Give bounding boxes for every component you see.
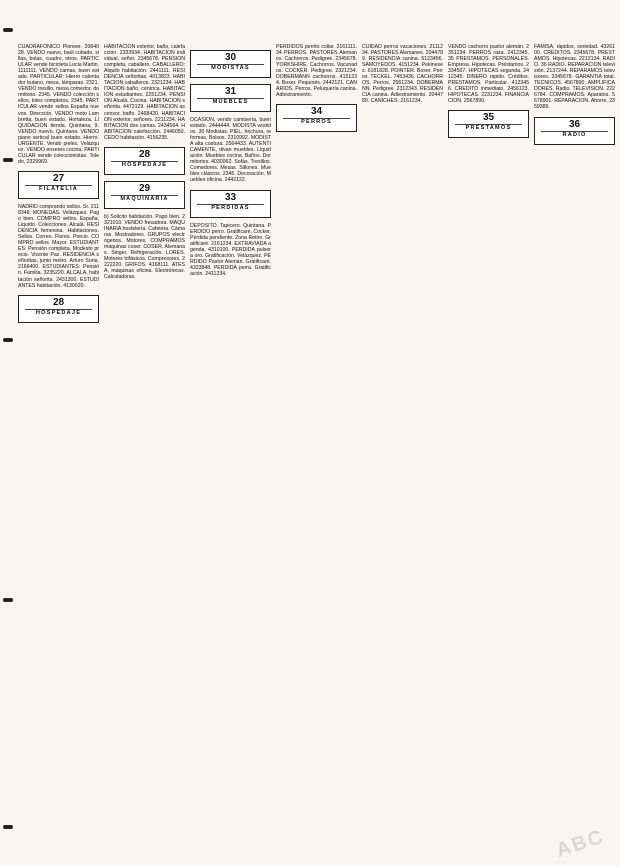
section-number: 36: [568, 118, 581, 130]
section-label: HOSPEDAJE: [25, 309, 92, 317]
section-header-radio: [534, 117, 615, 145]
margin-mark: [3, 598, 13, 602]
section-label: PRESTAMOS: [455, 124, 522, 132]
margin-mark: [3, 28, 13, 32]
column-1: [18, 44, 99, 856]
margin-mark: [3, 338, 13, 342]
column-text: OCASION, vendo camisería, buen estado. 2444444. MODISTA vestidos. 30 Modistas. PIEL, hechura, reformas. Bolsos. 2310992. MODISTA alta costura. 2564433. AUTENTICAMENTE, divan muebles. Liquidación. Muebles cocina. Baños. Dormitorios. 4030062. Sofás. Tresillos. Comedores. Mesas. Sillones. Muebles clásicos. 2345. Decoración. Muebles oficina. 2442122.: [190, 117, 271, 184]
section-header-muebles: [190, 84, 271, 112]
section-number: 27: [52, 172, 65, 184]
column-text: NADRID comprando sellos. Sr. 2118348. MONEDAS. Velázquez. Pago bien. COMPRO sellos. España. Liquido. Colecciones. Alcalá. RESIDENCIA femenina. Habitaciones. Sellos. Correo. Flores. Precio. COMPRO sellos. Mayor. ESTUDIANTES: Pensión completa. Modesto precio. Vicente Paz. RESIDENCIA señoritas, junto metro. Arturo Soria. 2166400. ESTUDIANTES: Pensión. Familia. 3235220. ALCALA, habitación señorita. 2431300. ESTUDIANTES habitación. 4130020.: [18, 203, 99, 289]
section-header-perros: [276, 104, 357, 132]
column-text: VENDO cachorro pastor alemán. 2351234. PERROS raza. 2412345. 35 PRESTAMOS. PERSONALES. Empresa. Hipotecas. Préstamos. 2334567. HIPOTECAS segunda. 2412345. DINERO rápido. Créditos. PRESTAMOS. Particular. 4123456. CREDITO inmediato. 2456123. HIPOTECAS. 2231234. FINANCIACION. 2567890.: [448, 44, 529, 105]
column-text: HABITACION exterior, baño, calefacción. 2333934. HABITACION individual, señor. 2345678. PENSION completa, caballero. CABALLERO: Alquilo habitación. 2441111. RESIDENCIA señoritas. 4013823. HABITACION caballeros. 2321234. HABITACION baño, céntrica. HABITACION estudiantes. 2251234. PENSION Alcalá. Cocina. HABITACION señorita. 4472129. HABITACION ascensor, baño. 2468420. HABITACION exterior, señores. 2211234. HABITACION dos camas. 2434564. HABITACION calefacción. 2446050. CEDO habitación. 4156235.: [104, 44, 185, 141]
section-label: MAQUINARIA: [111, 195, 178, 203]
column-text: b) Solicito habitación. Pago bien. 2321010. VENDO fresadora. MAQUINARIA hostelería. Cafetera. Cámaras. Mostradores. GRUPOS electrógenos. Motores. COMPRAMOS máquinas coser. COSER. Alemanas. Singer. Refrigeración. LORES. Motores trifásicos. Compresores. 2222220. GRIFOS. 4168111. ATESA, máquinas oficina. Electrónicas. Calculadoras.: [104, 213, 185, 281]
column-3: [190, 44, 271, 856]
column-4: [276, 44, 357, 856]
section-number: 28: [52, 296, 65, 308]
section-number: 28: [138, 148, 151, 160]
column-text: DEPOSITO. Tapicero. Quintana. PERDIDO perro. Gratificaré. Cocker. Pérdida pendiente. Zona Retiro. Gratificaré. 2161234. EXTRAVIADA agenda. 4310100. PERDIDA pulsera oro. Gratificación. Velázquez. PERDIDO Pastor Alemán. Gratificaré. 4323848. PERDIDA perra. Gratificación. 2411234.: [190, 222, 271, 277]
column-text: PERDIDOS perrito collar. 2161111. 34 PERROS. PASTORES Alemanes. Cachorros. Pedigree. 2345678. YORKSHIRE. Cachorros. Vacunados. COCKER. Pedigree. 2321234. DOBERMANN cachorros. 4151234. Boxer. Pequinés. 2442121. CANARIOS. Perros. Peluquería canina. Adiestramiento.: [276, 44, 357, 99]
section-number: 33: [224, 191, 237, 203]
section-header-hospedaje-2: [104, 147, 185, 175]
section-header-modistas: [190, 50, 271, 78]
column-2: [104, 44, 185, 856]
column-text: FAMISA, rápidos, seriedad. 4326100. CREDITOS. 2345678. PRESTAMOS. Hipotecas. 2212134. RADIO. 36 RADIO. REPARACION televisión. 2137244. REPARAMOS televisores. 2345678. GARANTIA total. TECNICOS. 4567890. AMPLIFICADORES. Radio. TELEVISION. 2226784. COMPRAMOS. Aparatos. 5678901. REPARACION. Ahorre. 2359389.: [534, 44, 615, 111]
column-6: [448, 44, 529, 856]
section-number: 35: [482, 112, 495, 124]
margin-mark: [3, 158, 13, 162]
section-header-perdidas: [190, 190, 271, 218]
section-header-hospedaje-1: [18, 295, 99, 323]
column-5: [362, 44, 443, 856]
section-label: RADIO: [541, 131, 608, 139]
section-number: 31: [224, 86, 237, 97]
column-text: CUADRAFONICO Pioneer. 2064028. VENDO nuevo, baúl cubado, sillas, bolas, cuadro, otros. PARTICULAR vende bicicleta Lucia Martin. 1111111. VENDO camas, buen estado. PARTICULAR: Hierro calentador butano, mesa, lámparas. 2321. VENDO tresillo, mesa comedor, dormitorio. 2345. VENDO colección sellos, lotes completos, 2345. PARTICULAR vende sellos España nuevos. Dirección. VENDO moto Lambretta, buen estado. Hortaleza. LIQUIDACION tienda. Quintana, 9. VENDO nuevo. Quintana. VENDO piano vertical buen estado. Hierro. URGENTE. Vendo pieles. Velázquez. VENDO enseres cocina. PARTICULAR vende coleccionistas. Toledo, 2329969.: [18, 44, 99, 165]
section-label: FILATELIA: [25, 185, 92, 193]
section-label: MUEBLES: [197, 98, 264, 106]
abc-watermark: ABC: [553, 825, 608, 862]
section-label: MODISTAS: [197, 64, 264, 72]
section-header-maquinaria: [104, 181, 185, 209]
column-text: CUIDAD perros vacaciones. 2111234. PASTORES Alemanes. 2044789. RESIDENCIA canina. 5123456. SAMOYEDOS. 4151234. Pekineses. 6181828. POINTER. Boxer. Perros. TECKEL. 7453436. CACHORROS. Perros. 2561234. DOBERMANN. Pedigree. 2312343. RESIDENCIA canina. Adiestramiento. 2044789. CANICHES. 2161234.: [362, 44, 443, 105]
section-number: 30: [224, 52, 237, 63]
section-number: 29: [138, 182, 151, 194]
column-7: [534, 44, 615, 856]
section-number: 34: [310, 106, 323, 118]
section-label: PERROS: [283, 118, 350, 126]
section-header-filatelia: [18, 171, 99, 199]
section-label: PERDIDAS: [197, 204, 264, 212]
margin-mark: [3, 825, 13, 829]
section-header-prestamos: [448, 110, 529, 138]
section-label: HOSPEDAJE: [111, 161, 178, 169]
